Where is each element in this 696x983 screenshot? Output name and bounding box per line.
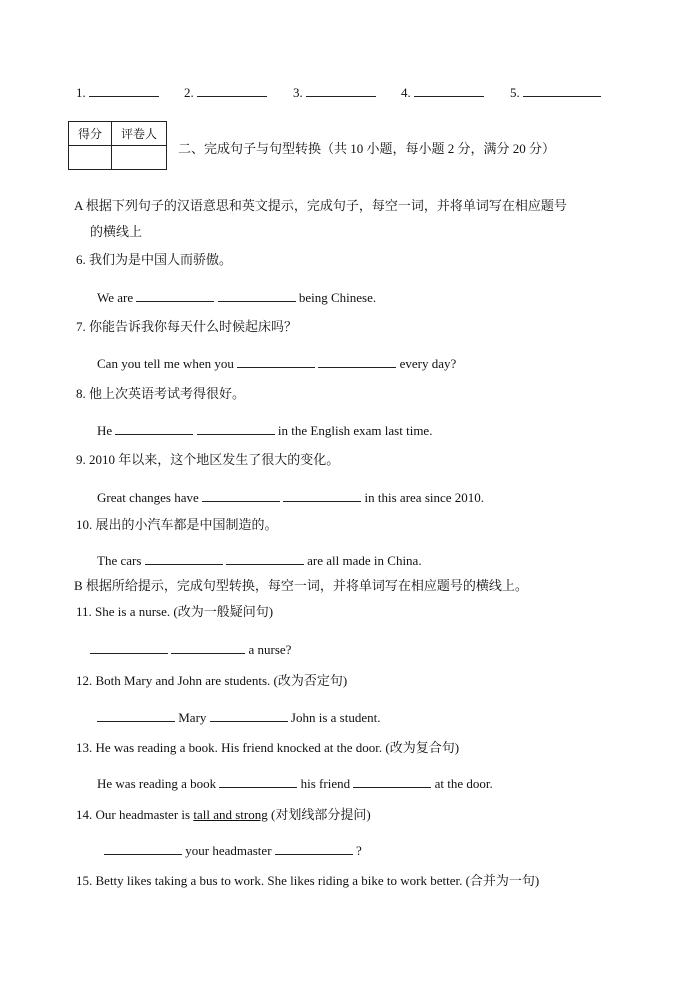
sentence-text: in this area since 2010. — [364, 490, 485, 505]
blank[interactable] — [90, 641, 168, 654]
blank[interactable] — [202, 489, 280, 502]
answer-number: 4. — [401, 85, 411, 100]
blank[interactable] — [283, 489, 361, 502]
answer-number: 5. — [510, 85, 520, 100]
question-11-prompt: 11. She is a nurse. (改为一般疑问句) — [76, 604, 274, 619]
blank[interactable] — [218, 289, 296, 302]
question-12-prompt: 12. Both Mary and John are students. (改为否定句) — [76, 673, 348, 688]
sentence-text: Great changes have — [97, 490, 199, 505]
question-6-line — [97, 289, 376, 304]
blank[interactable] — [104, 842, 182, 855]
answer-blank-1[interactable] — [76, 84, 159, 99]
blank[interactable] — [97, 709, 175, 722]
sentence-text: a nurse? — [248, 642, 292, 657]
sentence-text: are all made in China. — [307, 553, 422, 568]
question-8-prompt: 8. 他上次英语考试考得很好。 — [76, 386, 246, 401]
blank[interactable] — [89, 84, 159, 97]
sentence-text: He — [97, 423, 113, 438]
blank[interactable] — [136, 289, 214, 302]
grader-header: 评卷人 — [112, 122, 167, 146]
sentence-text: every day? — [399, 356, 457, 371]
sentence-text: Can you tell me when you — [97, 356, 234, 371]
question-8-line — [97, 422, 432, 437]
part-a-instruction: A 根据下列句子的汉语意思和英文提示，完成句子，每空一词，并将单词写在相应题号 — [74, 198, 567, 213]
blank[interactable] — [318, 355, 396, 368]
sentence-text: Mary — [178, 710, 207, 725]
blank[interactable] — [210, 709, 288, 722]
question-15-prompt: 15. Betty likes taking a bus to work. She likes riding a bike to work better. (合并为一句) — [76, 873, 540, 888]
blank[interactable] — [523, 84, 601, 97]
blank[interactable] — [353, 775, 431, 788]
question-10-prompt: 10. 展出的小汽车都是中国制造的。 — [76, 517, 278, 532]
answer-blank-5[interactable] — [510, 84, 601, 99]
underlined-text: tall and strong — [193, 807, 268, 822]
section-title: 二、完成句子与句型转换（共 10 小题，每小题 2 分，满分 20 分） — [178, 141, 556, 156]
question-7-prompt: 7. 你能告诉我你每天什么时候起床吗？ — [76, 319, 298, 334]
sentence-text: at the door. — [434, 776, 493, 791]
score-table — [68, 121, 167, 170]
answer-number: 1. — [76, 85, 86, 100]
blank[interactable] — [145, 552, 223, 565]
blank[interactable] — [275, 842, 353, 855]
question-12-line — [97, 709, 380, 724]
grader-cell[interactable] — [112, 146, 167, 170]
question-11-line — [90, 641, 291, 656]
question-10-line — [97, 552, 422, 567]
sentence-text: John is a student. — [290, 710, 381, 725]
part-b-instruction: B 根据所给提示，完成句型转换，每空一词，并将单词写在相应题号的横线上。 — [74, 578, 528, 593]
blank[interactable] — [197, 422, 275, 435]
question-14-line — [104, 842, 362, 857]
sentence-text: ? — [356, 843, 362, 858]
question-9-line — [97, 489, 484, 504]
answer-number: 2. — [184, 85, 194, 100]
part-a-instruction-cont: 的横线上 — [90, 224, 143, 239]
question-7-line — [97, 355, 456, 370]
blank[interactable] — [306, 84, 376, 97]
sentence-text: in the English exam last time. — [277, 423, 433, 438]
sentence-text: being Chinese. — [298, 290, 377, 305]
prompt-text: (对划线部分提问) — [270, 807, 371, 822]
question-9-prompt: 9. 2010 年以来，这个地区发生了很大的变化。 — [76, 452, 340, 467]
sentence-text: The cars — [97, 553, 142, 568]
answer-number: 3. — [293, 85, 303, 100]
question-14-prompt — [76, 808, 371, 821]
sentence-text: his friend — [300, 776, 351, 791]
sentence-text: He was reading a book — [97, 776, 217, 791]
sentence-text: We are — [97, 290, 134, 305]
score-header: 得分 — [69, 122, 112, 146]
blank[interactable] — [226, 552, 304, 565]
question-6-prompt: 6. 我们为是中国人而骄傲。 — [76, 252, 233, 267]
question-13-line — [97, 775, 493, 790]
blank[interactable] — [171, 641, 245, 654]
question-13-prompt: 13. He was reading a book. His friend knocked at the door. (改为复合句) — [76, 740, 460, 755]
answer-blank-4[interactable] — [401, 84, 484, 99]
answer-blank-3[interactable] — [293, 84, 376, 99]
blank[interactable] — [414, 84, 484, 97]
blank[interactable] — [237, 355, 315, 368]
blank[interactable] — [115, 422, 193, 435]
sentence-text: your headmaster — [185, 843, 272, 858]
prompt-text: 14. Our headmaster is — [76, 807, 191, 822]
score-cell[interactable] — [69, 146, 112, 170]
blank[interactable] — [197, 84, 267, 97]
blank[interactable] — [219, 775, 297, 788]
answer-blank-2[interactable] — [184, 84, 267, 99]
